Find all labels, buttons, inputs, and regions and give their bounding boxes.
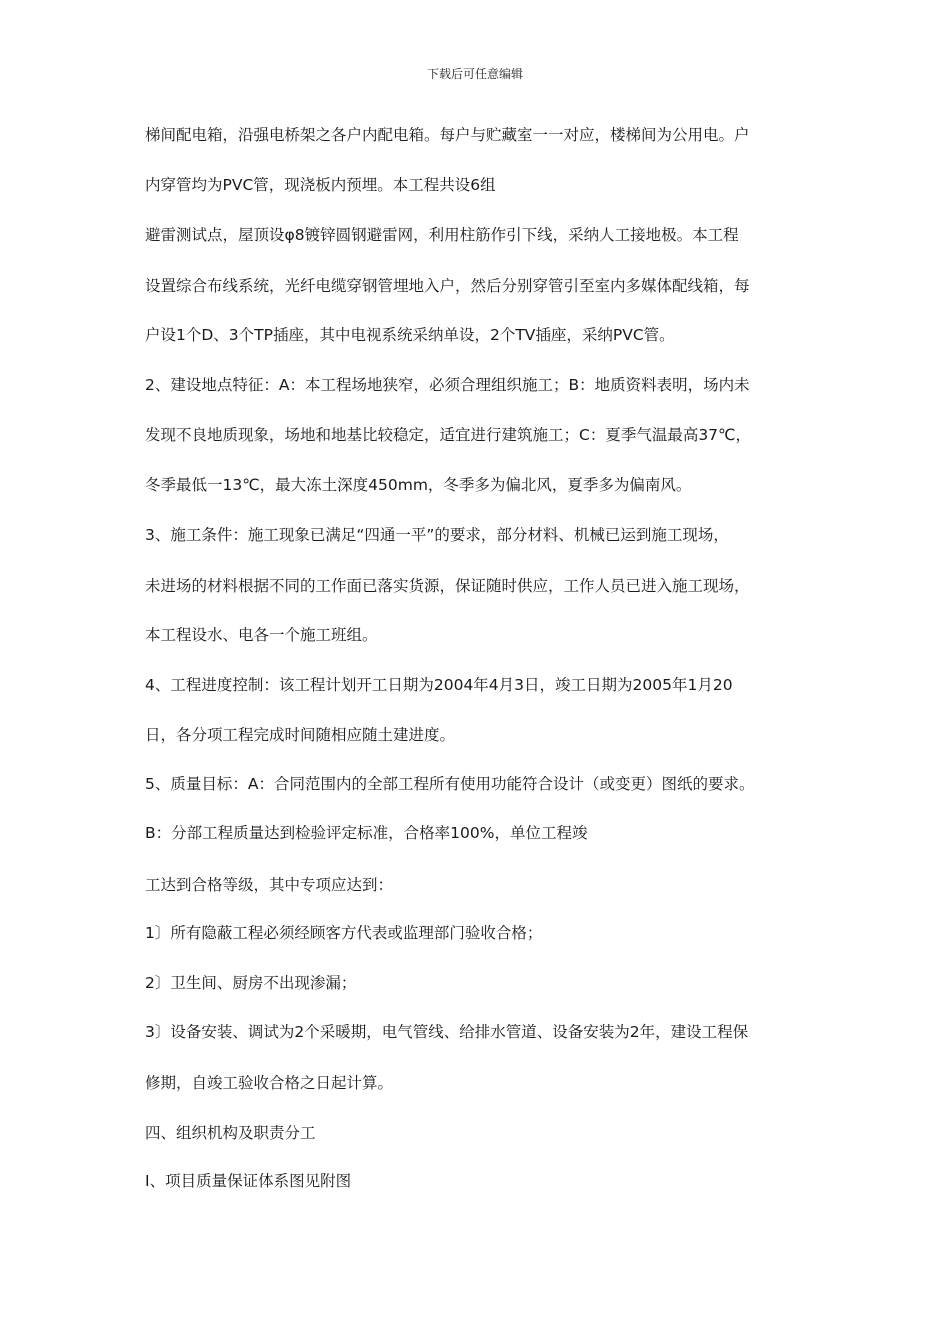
text-line: 未进场的材料根据不同的工作面已落实货源，保证随时供应，工作人员已进入施工现场， xyxy=(145,577,750,595)
text-line: 3、施工条件：施工现象已满足“四通一平”的要求，部分材料、机械已运到施工现场， xyxy=(145,526,729,544)
text-line: 本工程设水、电各一个施工班组。 xyxy=(145,626,378,644)
text-line: 设置综合布线系统，光纤电缆穿钢管埋地入户，然后分别穿管引至室内多媒体配线箱，每 xyxy=(145,277,750,295)
text-line: 2〕卫生间、厨房不出现渗漏； xyxy=(145,974,357,992)
section-heading: 四、组织机构及职责分工 xyxy=(145,1124,316,1142)
text-line: 户设1个D、3个TP插座，其中电视系统采纳单设，2个TV插座，采纳PVC管。 xyxy=(145,326,675,344)
text-line: 冬季最低一13℃，最大冻土深度450mm，冬季多为偏北风，夏季多为偏南风。 xyxy=(145,476,692,494)
text-line: 1〕所有隐蔽工程必须经顾客方代表或监理部门验收合格； xyxy=(145,924,543,942)
text-line: 梯间配电箱，沿强电桥架之各户内配电箱。每户与贮藏室一一对应，楼梯间为公用电。户 xyxy=(145,126,750,144)
text-line: B：分部工程质量达到检验评定标准，合格率100%，单位工程竣 xyxy=(145,824,588,842)
text-line: 内穿管均为PVC管，现浇板内预埋。本工程共设6组 xyxy=(145,176,496,194)
text-line: 2、建设地点特征：A：本工程场地狭窄，必须合理组织施工；B：地质资料表明，场内未 xyxy=(145,376,750,394)
text-line: I、项目质量保证体系图见附图 xyxy=(145,1172,352,1190)
text-line: 5、质量目标：A：合同范围内的全部工程所有使用功能符合设计（或变更）图纸的要求。 xyxy=(145,775,755,793)
page-header: 下载后可任意编辑 xyxy=(426,67,523,81)
text-line: 日，各分项工程完成时间随相应随土建进度。 xyxy=(145,726,456,744)
text-line: 工达到合格等级，其中专项应达到： xyxy=(145,876,394,894)
text-line: 发现不良地质现象，场地和地基比较稳定，适宜进行建筑施工；C：夏季气温最高37℃， xyxy=(145,426,751,444)
text-line: 3〕设备安装、调试为2个采暖期，电气管线、给排水管道、设备安装为2年，建设工程保 xyxy=(145,1023,749,1041)
text-line: 4、工程进度控制：该工程计划开工日期为2004年4月3日，竣工日期为2005年1月20 xyxy=(145,676,733,694)
text-line: 避雷测试点，屋顶设φ8镀锌圆钢避雷网，利用柱筋作引下线，采纳人工接地极。本工程 xyxy=(145,226,739,244)
text-line: 修期，自竣工验收合格之日起计算。 xyxy=(145,1074,394,1092)
